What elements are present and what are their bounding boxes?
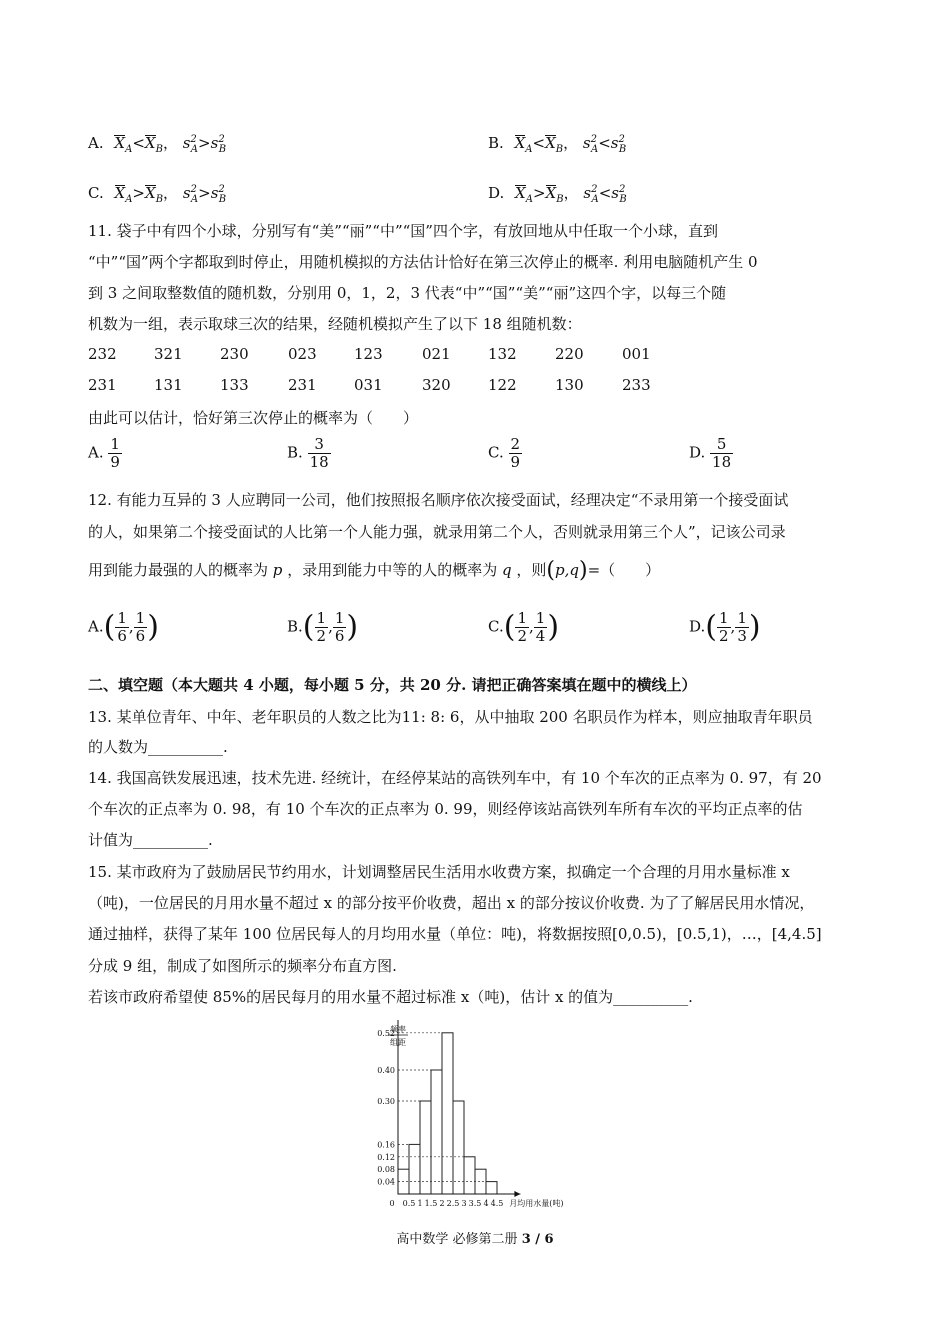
q13-line1: 13. 某单位青年、中年、老年职员的人数之比为11: 8: 6，从中抽取 200 名职员作为样本，则应抽取青年职员 [88,708,813,726]
denominator: 9 [110,453,120,471]
q14-line3: 计值为__________. [88,831,213,849]
histogram-bar [486,1182,497,1194]
random-number: 132 [488,345,517,363]
histogram-bar [409,1144,420,1194]
option-label: A. [88,134,104,152]
option-label: A. [88,443,104,462]
frequency-histogram [360,1020,590,1225]
relation-sign: > [532,184,546,202]
q13-line2: 的人数为__________. [88,738,228,756]
histogram-bar [420,1101,431,1194]
q11-option-c [488,436,522,471]
numerator: 1 [737,609,747,627]
option-label: C. [488,617,504,636]
text: =（ ） [587,561,661,579]
option-label: D. [689,617,706,636]
x-tick-label: 1 [417,1199,423,1208]
q11-option-a [88,436,122,471]
y-axis-label-top: 频率 [390,1025,406,1034]
histogram-bar [442,1033,453,1194]
q15-line5: 若该市政府希望使 85%的居民每月的用水量不超过标准 x（吨)，估计 x 的值为__________. [88,988,693,1006]
random-number: 231 [288,376,317,394]
random-number: 321 [154,345,183,363]
section-2-heading: 二、填空题（本大题共 4 小题，每小题 5 分，共 20 分. 请把正确答案填在题中的横线上） [88,676,697,694]
pair-pq: p,q [554,561,579,579]
option-label: A. [88,617,104,636]
random-number: 133 [220,376,249,394]
y-tick-label: 0.30 [377,1097,395,1106]
y-tick-label: 0.40 [377,1066,395,1075]
text: ，则 [516,561,547,579]
q11-option-d [689,436,733,471]
fraction [308,436,331,471]
random-number: 320 [422,376,451,394]
y-tick-label: 0.12 [377,1152,395,1162]
random-number: 231 [88,376,117,394]
q12-option-d: D.( $\frac{1}{2}$ , $\frac{1}{3}$ ) [689,609,761,645]
option-label: B. [488,134,504,152]
denominator: 3 [737,627,747,645]
numerator: 1 [718,609,729,627]
q12-line2: 的人，如果第二个接受面试的人比第一个人能力强，就录用第二个人，否则就录用第三个人”，记该公司录 [88,523,786,541]
relation-sign: > [132,184,145,202]
labels [377,1024,563,1208]
denominator: 6 [334,627,345,645]
footer-subject: 高中数学 必修第二册 [396,1232,518,1247]
q12-option-a: A.( $\frac{1}{6}$ , $\frac{1}{6}$ ) [88,609,159,645]
histogram-bar [453,1101,464,1194]
random-number: 130 [555,376,584,394]
denominator: 2 [316,627,327,645]
y-tick-label: 0.52 [377,1028,395,1038]
random-number: 031 [354,376,383,394]
numerator: 5 [710,436,733,454]
random-number: 233 [622,376,651,394]
random-number: 220 [555,345,584,363]
x-tick-label: 3.5 [468,1199,482,1208]
numerator: 3 [308,436,331,454]
random-number: 001 [622,345,651,363]
numerator: 1 [135,609,146,627]
text: 用到能力最强的人的概率为 [88,561,269,579]
numerator: 1 [334,609,345,627]
relation-sign: < [532,134,546,152]
q10-option-b: B. $X_A<X_B$， $s^2_A<s^2_B$ [488,134,627,155]
var-q: q [501,561,512,579]
page-footer [0,1228,950,1247]
x-tick-label: 0.5 [402,1199,416,1208]
x-tick-label: 2 [439,1199,445,1208]
denominator: 18 [309,453,329,471]
q15-line1: 15. 某市政府为了鼓励居民节约用水，计划调整居民生活用水收费方案，拟确定一个合理的月用水量标准 x [88,863,790,881]
q12-line1: 12. 有能力互异的 3 人应聘同一公司，他们按照报名顺序依次接受面试，经理决定“不录用第一个接受面试 [88,491,789,509]
random-number: 122 [488,376,517,394]
q12-line3: 用到能力最强的人的概率为 p ，录用到能力中等的人的概率为 q ，则(p,q)=（ ） [88,558,661,583]
x-tick-label: 3 [461,1199,467,1208]
denominator: 2 [517,627,527,645]
q11-line4: 机数为一组，表示取球三次的结果，经随机模拟产生了以下 18 组随机数： [88,315,582,333]
x-tick-label: 2.5 [446,1199,460,1208]
histogram-bar [431,1070,442,1194]
random-number: 023 [288,345,317,363]
fraction [108,436,122,471]
x-tick-label: 4 [483,1199,489,1208]
numerator: 1 [535,609,546,627]
q12-option-b: B.( $\frac{1}{2}$ , $\frac{1}{6}$ ) [287,609,359,645]
denominator: 9 [510,453,521,471]
numerator: 1 [117,609,127,627]
x-tick-label: 1.5 [424,1199,438,1208]
q15-line4: 分成 9 组，制成了如图所示的频率分布直方图. [88,957,397,975]
q10-option-a: A. $X_A<X_B$， $s^2_A>s^2_B$ [88,134,227,155]
relation-sign: < [598,134,611,152]
option-label: D. [488,184,505,202]
histogram-bar [464,1157,475,1194]
q10-option-c: C. $X_A>X_B$， $s^2_A>s^2_B$ [88,184,227,205]
random-number: 021 [422,345,451,363]
y-tick-label: 0.04 [377,1177,395,1187]
random-number: 230 [220,345,249,363]
q14-line1: 14. 我国高铁发展迅速，技术先进. 经统计，在经停某站的高铁列车中，有 10 个车次的正点率为 0. 97，有 20 [88,769,822,787]
var-p: p [272,561,283,579]
histogram-bar [475,1169,486,1194]
numerator: 2 [510,435,521,453]
option-label: C. [88,184,104,202]
relation-sign: < [132,134,145,152]
q11-option-b [287,436,331,471]
q11-line3: 到 3 之间取整数值的随机数，分别用 0，1，2，3 代表“中”“国”“美”“丽”这四个字，以每三个随 [88,284,727,302]
x-tick-label: 4.5 [490,1199,504,1208]
fraction [710,436,733,471]
y-axis-label-bottom: 组距 [390,1038,406,1047]
y-tick-label: 0.08 [377,1165,395,1175]
option-label: B. [287,617,303,636]
fraction [509,436,523,471]
q11-line5: 由此可以估计，恰好第三次停止的概率为（ ） [88,409,419,427]
denominator: 6 [135,627,146,645]
q10-option-d: D. $X_A>X_B$， $s^2_A<s^2_B$ [488,184,627,205]
relation-sign: > [198,134,211,152]
relation-sign: > [198,184,211,202]
numerator: 1 [110,435,120,453]
q12-option-c: C.( $\frac{1}{2}$ , $\frac{1}{4}$ ) [488,609,560,645]
axes [395,1020,520,1197]
page-number: 3 / 6 [521,1232,554,1247]
random-number: 232 [88,345,117,363]
relation-sign: < [598,184,612,202]
denominator: 4 [535,627,546,645]
numerator: 1 [517,609,527,627]
denominator: 6 [117,627,127,645]
q14-line2: 个车次的正点率为 0. 98，有 10 个车次的正点率为 0. 99，则经停该站高铁列车所有车次的平均正点率的估 [88,800,803,818]
bars [398,1033,497,1194]
q11-line2: “中”“国”两个字都取到时停止，用随机模拟的方法估计恰好在第三次停止的概率. 利用电脑随机产生 0 [88,253,758,271]
q15-line2: （吨)，一位居民的月用水量不超过 x 的部分按平价收费，超出 x 的部分按议价收费. 为了了解居民用水情况， [88,894,815,912]
denominator: 18 [712,453,732,471]
y-tick-label: 0.16 [377,1140,395,1150]
random-number: 131 [154,376,183,394]
x-axis-arrow [514,1191,520,1197]
origin-label: 0 [389,1199,395,1208]
q15-line3: 通过抽样，获得了某年 100 位居民每人的月均用水量（单位：吨)，将数据按照[0,0.5)，[0.5,1)，…，[4,4.5] [88,925,822,943]
random-number: 123 [354,345,383,363]
option-label: C. [488,443,504,462]
denominator: 2 [718,627,729,645]
q11-line1: 11. 袋子中有四个小球，分别写有“美”“丽”“中”“国”四个字，有放回地从中任取一个小球，直到 [88,222,718,240]
option-label: D. [689,443,706,462]
option-label: B. [287,443,303,462]
text: ，录用到能力中等的人的概率为 [287,561,498,579]
numerator: 1 [316,609,327,627]
x-axis-label: 月均用水量(吨) [509,1199,564,1208]
